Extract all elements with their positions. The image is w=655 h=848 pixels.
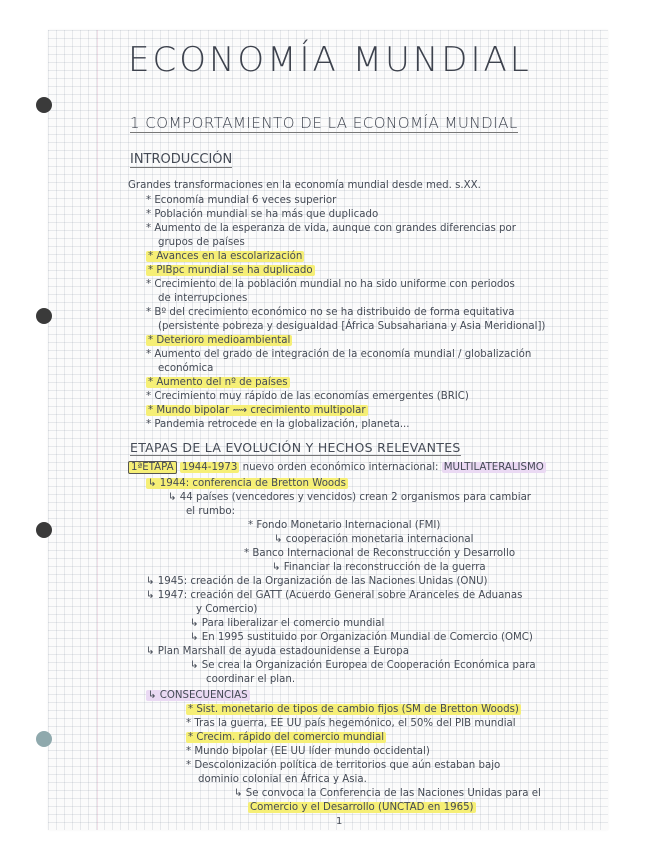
intro-bullet: * Población mundial se ha más que duplicado [146,209,379,220]
etapa-item: ↳ 1947: creación del GATT (Acuerdo General sobre Aranceles de Aduanas [146,590,523,601]
section-heading: ETAPAS DE LA EVOLUCIÓN Y HECHOS RELEVANTES [130,440,461,455]
intro-bullet-cont: de interrupciones [158,293,248,304]
binder-hole [36,522,52,538]
etapa-item: ↳ 1944: conferencia de Bretton Woods [148,478,346,489]
consecuencia-item: * Crecim. rápido del comercio mundial [188,732,385,743]
margin-line [97,30,98,830]
consecuencias-heading: ↳ CONSECUENCIAS [148,690,248,701]
etapa-item-cont: y Comercio) [196,604,258,615]
consecuencia-item: * Sist. monetario de tipos de cambio fijos (SM de Bretton Woods) [188,704,519,715]
binder-hole [36,731,52,747]
etapa-item: ↳ Para liberalizar el comercio mundial [190,618,385,629]
page-title: ECONOMÍA MUNDIAL [128,40,532,80]
intro-bullet: * Deterioro medioambiental [148,335,291,346]
consecuencia-item: ↳ Se convoca la Conferencia de las Naciones Unidas para el [234,788,541,799]
consecuencia-item: * Descolonización política de territorios que aún estaban bajo [186,760,501,771]
etapa-years: 1944-1973 [181,462,238,473]
etapa-desc: nuevo orden económico internacional: [242,462,439,473]
etapa-item: ↳ 44 países (vencedores y vencidos) crean 2 organismos para cambiar [168,492,531,503]
intro-bullet: * Pandemia retrocede en la globalización, planeta... [146,419,410,430]
intro-line: Grandes transformaciones en la economía mundial desde med. s.XX. [128,180,481,191]
page-number: 1 [336,816,343,827]
intro-bullet: * Aumento de la esperanza de vida, aunque con grandes diferencias por [146,223,516,234]
consecuencia-item: * Mundo bipolar (EE UU líder mundo occidental) [186,746,430,757]
consecuencia-item: * Tras la guerra, EE UU país hegemónico, el 50% del PIB mundial [186,718,516,729]
section-heading: 1 COMPORTAMIENTO DE LA ECONOMÍA MUNDIAL [130,114,518,132]
etapa-item: ↳ Financiar la reconstrucción de la guerra [272,562,486,573]
intro-bullet: * Avances en la escolarización [148,251,303,262]
intro-bullet-cont: económica [158,363,214,374]
etapa-item-cont: el rumbo: [186,506,236,517]
intro-bullet-cont: grupos de países [158,237,245,248]
etapa-item: ↳ 1945: creación de la Organización de las Naciones Unidas (ONU) [146,576,488,587]
intro-heading: INTRODUCCIÓN [130,152,233,167]
etapa-item: ↳ cooperación monetaria internacional [274,534,474,545]
etapa-item-cont: coordinar el plan. [206,674,296,685]
intro-bullet: * PIBpc mundial se ha duplicado [148,265,313,276]
binder-hole [36,97,52,113]
intro-bullet: * Crecimiento de la población mundial no ha sido uniforme con periodos [146,279,515,290]
binder-hole [36,308,52,324]
etapa-item: * Fondo Monetario Internacional (FMI) [248,520,441,531]
intro-bullet: * Aumento del nº de países [148,377,288,388]
intro-bullet: * Aumento del grado de integración de la economía mundial / globalización [146,349,532,360]
consecuencia-item-cont: dominio colonial en África y Asia. [198,774,367,785]
etapa-line [128,462,546,473]
etapa-item: ↳ En 1995 sustituido por Organización Mundial de Comercio (OMC) [190,632,533,643]
intro-bullet: * Bº del crecimiento económico no se ha distribuido de forma equitativa [146,307,515,318]
intro-bullet: * Mundo bipolar ⟿ crecimiento multipolar [148,405,366,416]
consecuencia-item-cont: Comercio y el Desarrollo (UNCTAD en 1965) [250,802,474,813]
intro-bullet: * Crecimiento muy rápido de las economías emergentes (BRIC) [146,391,469,402]
intro-bullet: * Economía mundial 6 veces superior [146,195,337,206]
etapa-keyword: MULTILATERALISMO [443,462,544,473]
intro-bullet-cont: (persistente pobreza y desigualdad [África Subsahariana y Asia Meridional]) [158,321,546,332]
etapa-item: ↳ Se crea la Organización Europea de Cooperación Económica para [190,660,536,671]
etapa-item: * Banco Internacional de Reconstrucción y Desarrollo [244,548,516,559]
etapa-item: ↳ Plan Marshall de ayuda estadounidense a Europa [146,646,410,657]
etapa-label: 1ªETAPA [128,461,177,474]
